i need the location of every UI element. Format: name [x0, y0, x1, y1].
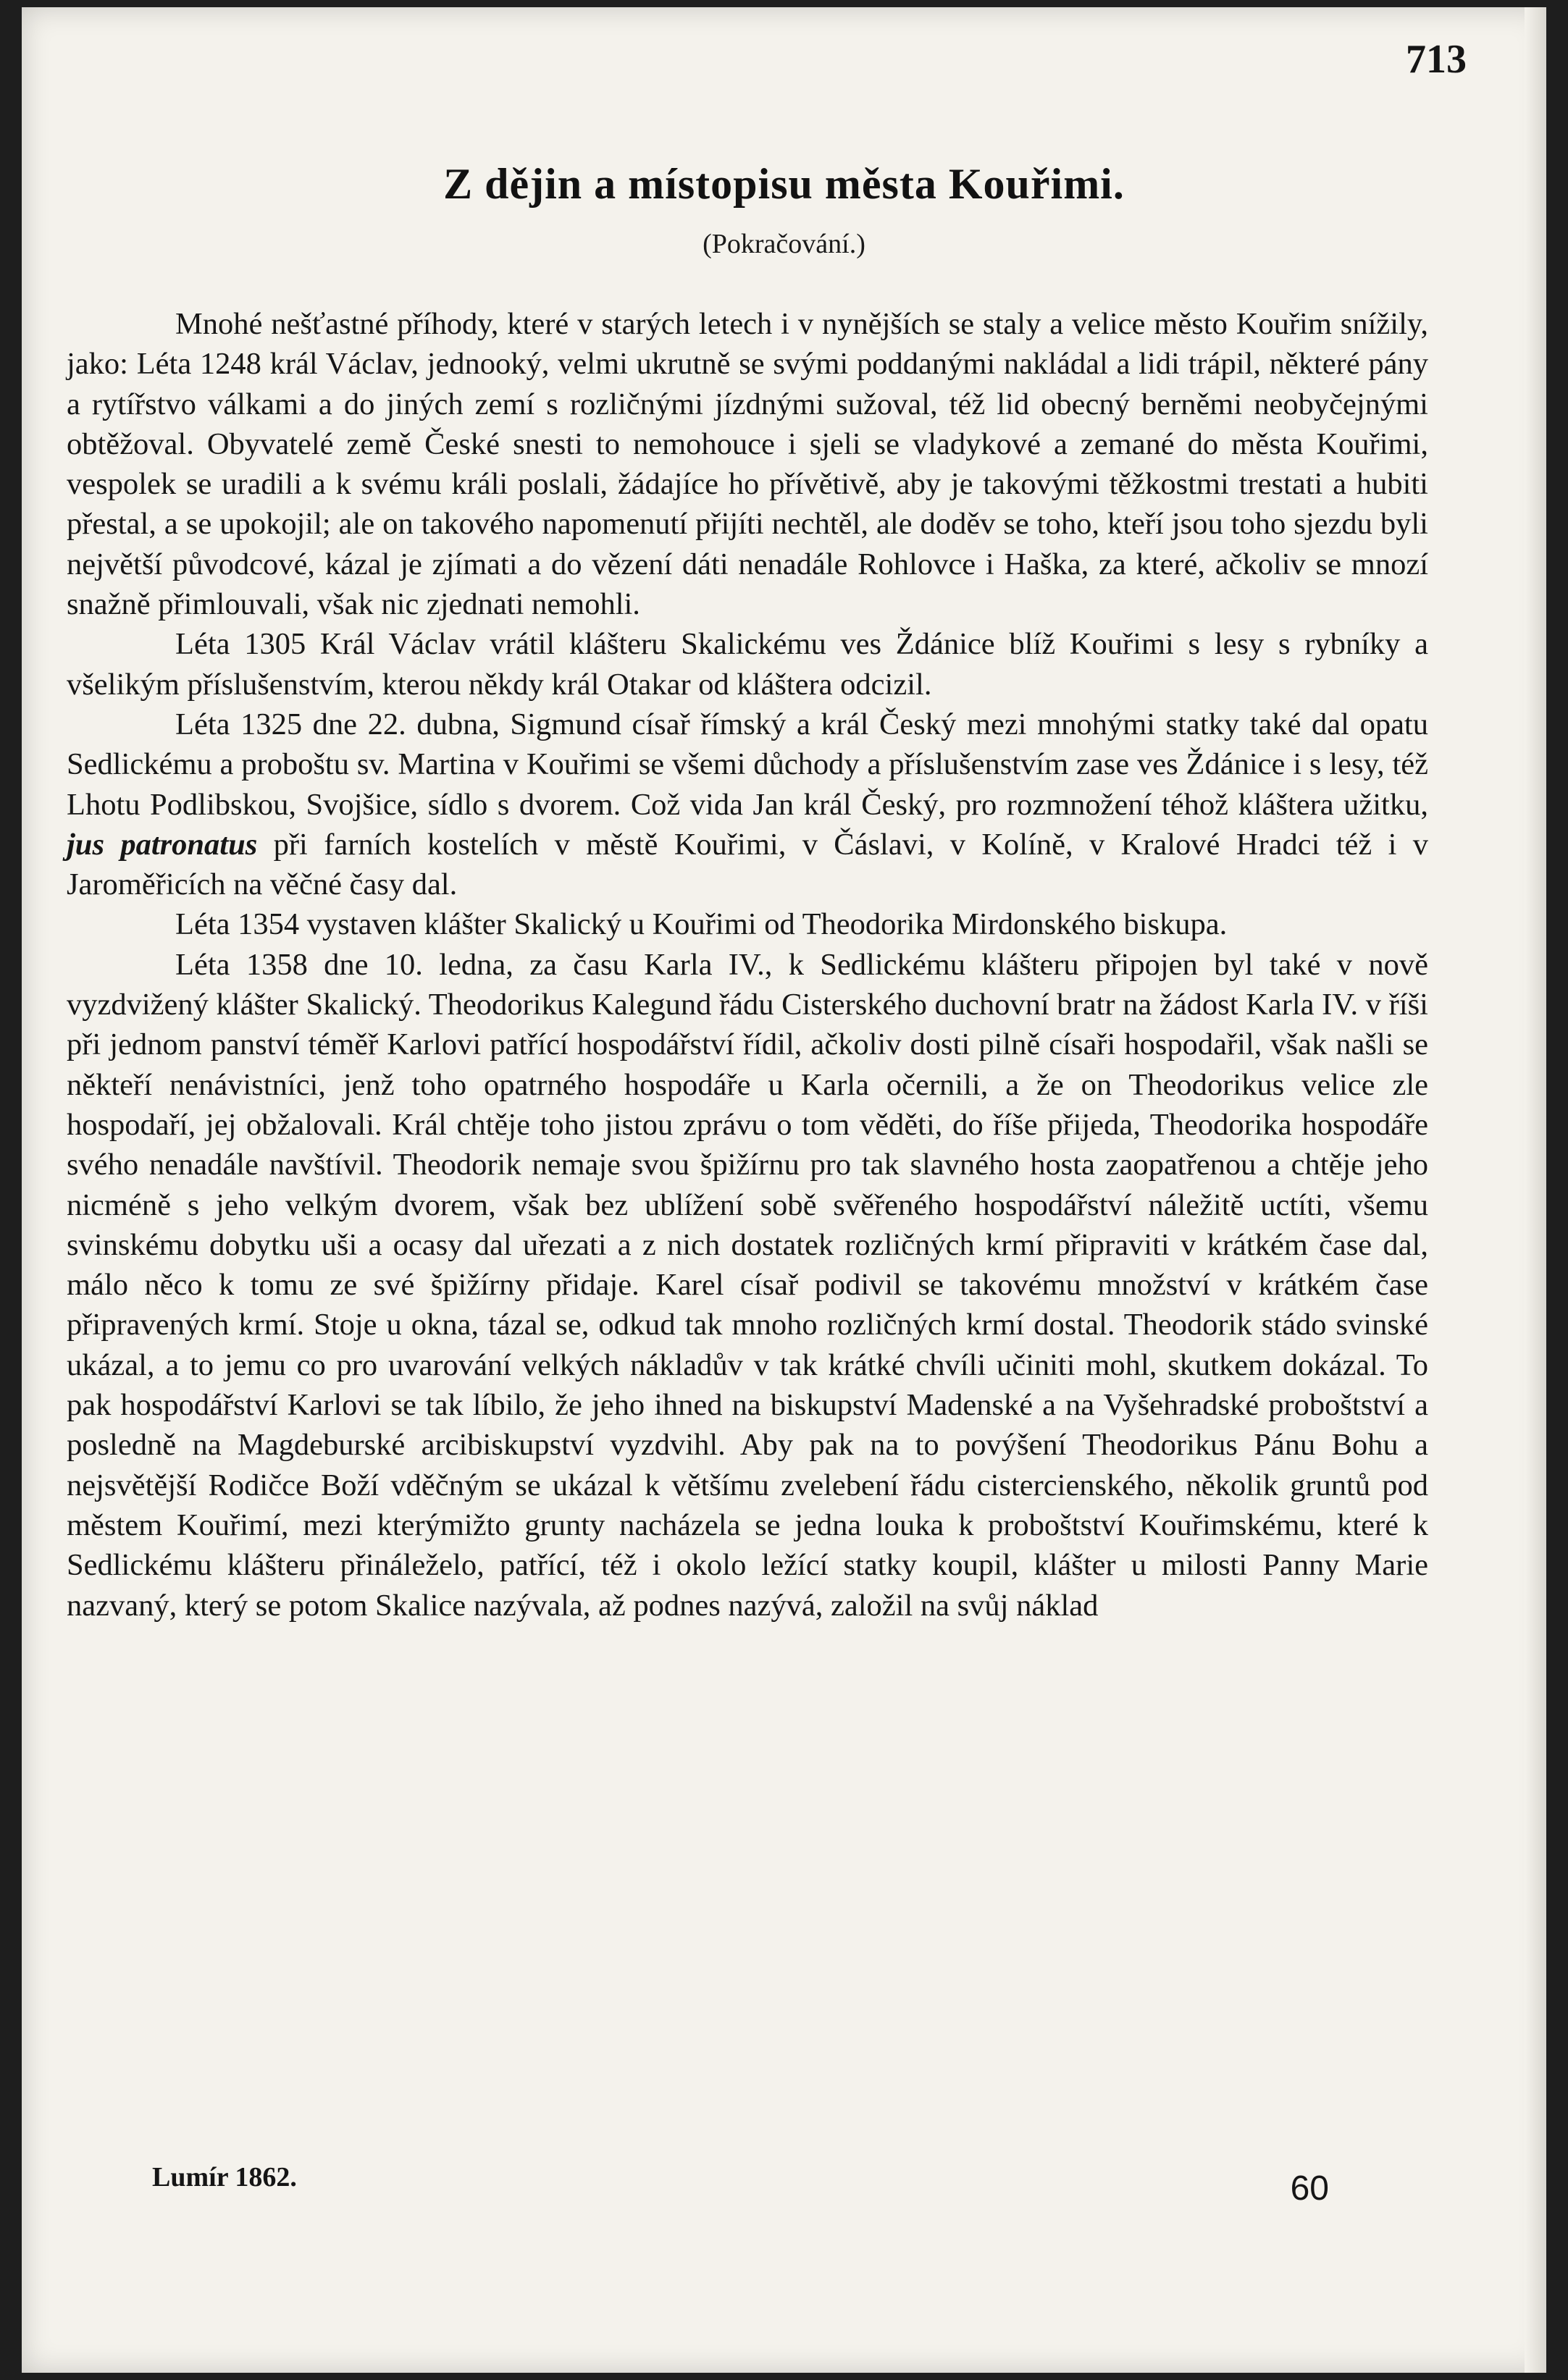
footer-sheet-number: 60: [1290, 2169, 1329, 2208]
footer-source: Lumír 1862.: [152, 2162, 297, 2192]
article-title: Z dějin a místopisu města Kouřimi.: [443, 160, 1125, 208]
paragraph-3-tail: při farních kostelích v městě Kouřimi, v Čáslavi, v Kolíně, v Kralové Hradci též i v Jaroměřicích na věčné časy dal.: [67, 827, 1428, 902]
paragraph-5: Léta 1358 dne 10. ledna, za času Karla IV., k Sedlickému klášteru připojen byl také v nově vyzdvižený klášter Skalický. Theodorikus Kalegund řádu Cisterského duchovní bratr na žádost Karla IV. v říši při jednom panství téměř Karlovi patřící hospodářství řídil, ačkoliv dosti pilně císaři hospodařil, však našli se někteří nenávistníci, jenž toho opatrného hospodáře u Karla očernili, a že on Theodorikus velice zle hospodaří, jej obžalovali. Král chtěje toho jistou zprávu o tom věděti, do říše přijeda, Theodorika hospodáře svého nenadále navštívil. Theodorik nemaje svou špižírnu pro tak slavného hosta zaopatřenou a chtěje jeho nicméně s jeho velkým dvorem, však bez ublížení sobě svěřeného hospodářství náležitě uctíti, všemu svinskému dobytku uši a ocasy dal uřezati a z nich dostatek rozličných krmí připraviti v krátkém čase dal, málo něco k tomu ze své špižírny přidaje. Karel císař podivil se takovému množství v krátkém čase připravených krmí. Stoje u okna, tázal se, odkud tak mnoho rozličných krmí dostal. Theodorik stádo svinské ukázal, a to jemu co pro uvarování velkých nákladův v tak krátké chvíli učiniti mohl, skutkem dokázal. To pak hospodářství Karlovi se tak líbilo, že jeho ihned na biskupství Madenské a na Vyšehradské proboštství a posledně na Magdeburské arcibiskupství vyzdvihl. Aby pak na to povýšení Theodorikus Pánu Bohu a nejsvětější Rodičce Boží vděčným se ukázal k většímu zvelebení řádu cistercienského, několik gruntů pod městem Kouřimí, mezi kterýmižto grunty nacházela se jedna louka k proboštství Kouřimskému, které k Sedlickému klášteru přináleželo, patřící, též i okolo ležící statky koupil, klášter u milosti Panny Marie nazvaný, který se potom Skalice nazývala, až podnes nazývá, založil na svůj náklad: [67, 947, 1428, 1623]
paragraph-1: Mnohé nešťastné příhody, které v starých letech i v nynějších se staly a velice město Kouřim snížily, jako: Léta 1248 král Václav, jednooký, velmi ukrutně se svými poddanými nakládal a lidi trápil, některé pány a rytířstvo válkami a do jiných zemí s rozličnými jízdnými sužoval, též lid obecný berněmi neobyčejnými obtěžoval. Obyvatelé země České snesti to nemohouce i sjeli se vladykové a zemané do města Kouřimi, vespolek se uradili a k svému králi poslali, žádajíce ho přívětivě, aby je takovými těžkostmi trestati a hubiti přestal, a se upokojil; ale on takového napomenutí přijíti nechtěl, ale doděv se toho, kteří jsou toho sjezdu byli největší původcové, kázal je zjímati a do vězení dáti nenadále Rohlovce i Haška, za které, ačkoliv se mnozí snažně přimlouvali, však nic zjednati nemohli.: [67, 307, 1428, 622]
article-subtitle: (Pokračování.): [703, 229, 865, 259]
paragraph-2: Léta 1305 Král Václav vrátil klášteru Skalickému ves Ždánice blíž Kouřimi s lesy s rybníky a všelikým příslušenstvím, kterou někdy král Otakar od kláštera odcizil.: [67, 627, 1428, 702]
page-number: 713: [1406, 37, 1467, 82]
paragraph-3: [67, 705, 1428, 904]
document-page: [22, 7, 1546, 2373]
page-edge-shadow: [1525, 7, 1546, 2373]
italic-phrase: jus patronatus: [67, 827, 258, 862]
article-body: [67, 304, 1428, 1626]
paragraph-4: Léta 1354 vystaven klášter Skalický u Kouřimi od Theodorika Mirdonského biskupa.: [175, 907, 1228, 942]
paragraph-3-text: Léta 1325 dne 22. dubna, Sigmund císař římský a král Český mezi mnohými statky také dal opatu Sedlickému a proboštu sv. Martina v Kouřimi se všemi důchody a příslušenstvím zase ves Ždánice i s lesy, též Lhotu Podlibskou, Svojšice, sídlo s dvorem. Což vida Jan král Český, pro rozmnožení téhož kláštera užitku,: [67, 707, 1428, 822]
